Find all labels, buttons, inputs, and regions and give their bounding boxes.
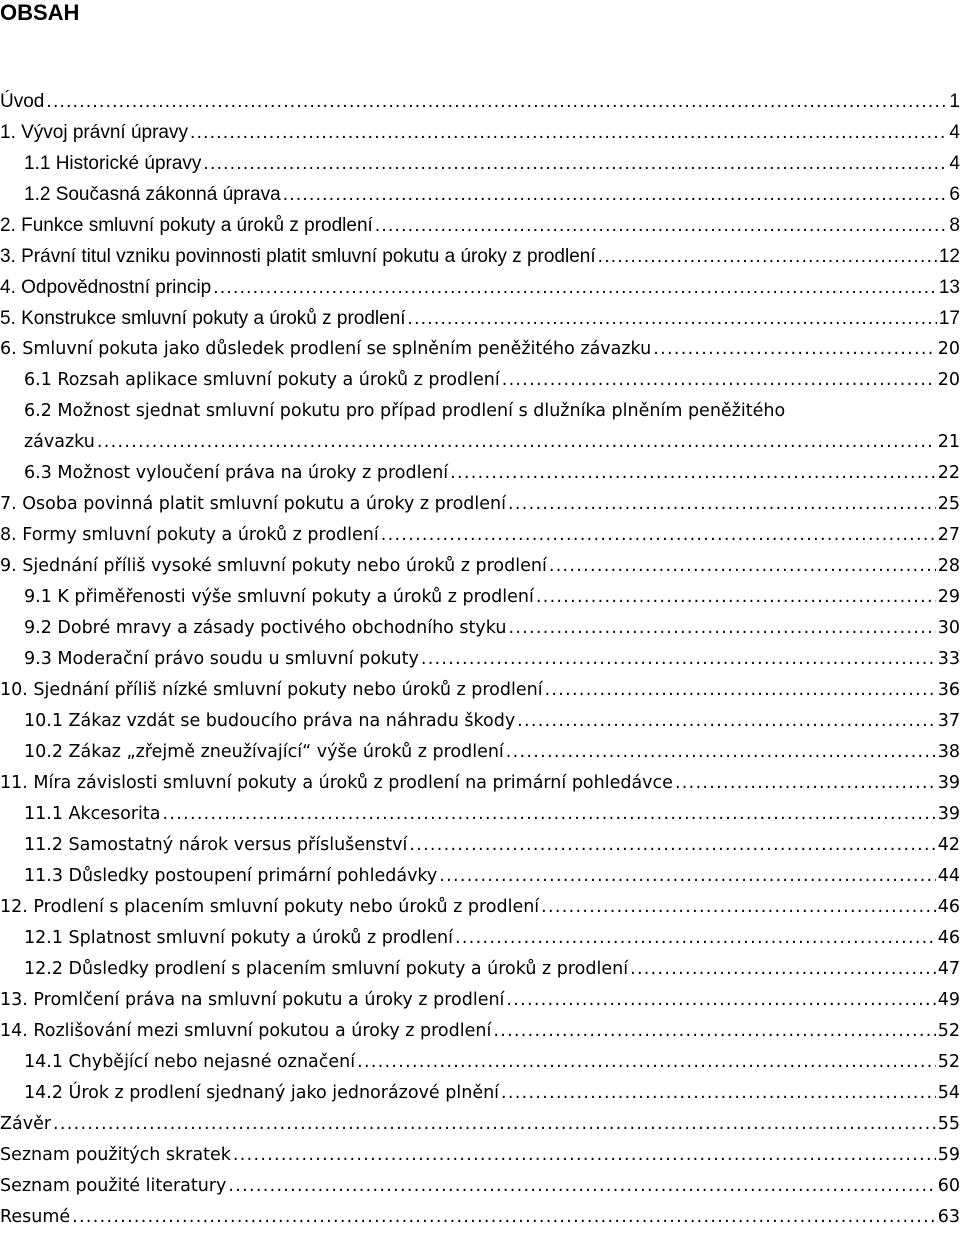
toc-entry-label: 4. Odpovědnostní princip (0, 277, 212, 298)
toc-entry-page-number: 13 (938, 277, 960, 298)
toc-entry-line (24, 148, 960, 179)
toc-entry[interactable] (0, 117, 960, 148)
toc-entry-line (24, 613, 960, 644)
toc-entry[interactable] (0, 1171, 960, 1202)
toc-entry-line (24, 799, 960, 830)
dot-leader (203, 148, 947, 179)
toc-entry-line (24, 427, 960, 458)
toc-entry-label: 11.2 Samostatný nárok versus příslušenství (24, 835, 408, 855)
dot-leader (653, 334, 935, 365)
toc-entry[interactable] (0, 861, 960, 892)
toc-entry[interactable] (0, 1047, 960, 1078)
toc-entry-label: 8. Formy smluvní pokuty a úroků z prodlení (0, 525, 379, 545)
toc-entry-page-number: 46 (937, 897, 960, 917)
toc-entry[interactable] (0, 768, 960, 799)
toc-entry-label: Resumé (0, 1207, 71, 1227)
toc-entry[interactable] (0, 830, 960, 861)
toc-entry-line (0, 892, 960, 923)
toc-entry-label: 10.1 Zákaz vzdát se budoucího práva na náhradu škody (24, 711, 516, 731)
toc-entry-label: 10.2 Zákaz „zřejmě zneužívající“ výše úroků z prodlení (24, 742, 504, 762)
dot-leader (97, 427, 936, 458)
toc-entry[interactable] (0, 520, 960, 551)
toc-entry[interactable] (0, 923, 960, 954)
toc-entry[interactable] (0, 737, 960, 768)
toc-entry-page-number: 36 (937, 680, 960, 700)
toc-entry[interactable] (0, 86, 960, 117)
dot-leader (517, 706, 936, 737)
toc-entry[interactable] (0, 799, 960, 830)
toc-entry-label: 7. Osoba povinná platit smluvní pokutu a úroky z prodlení (0, 494, 506, 514)
toc-entry[interactable] (0, 148, 960, 179)
dot-leader (72, 1202, 936, 1233)
toc-entry-label: 3. Právní titul vzniku povinnosti platit smluvní pokutu a úroky z prodlení (0, 246, 596, 267)
toc-entry-label-continued: závazku (24, 432, 95, 452)
toc-entry-line (0, 117, 960, 148)
dot-leader (357, 1047, 936, 1078)
toc-entry-line (0, 1202, 960, 1233)
toc-entry-line (0, 520, 960, 551)
toc-entry-label: 6.1 Rozsah aplikace smluvní pokuty a úroků z prodlení (24, 370, 500, 390)
dot-leader (375, 210, 948, 241)
toc-entry[interactable] (0, 1016, 960, 1047)
dot-leader (536, 582, 936, 613)
toc-entry[interactable] (0, 1140, 960, 1171)
toc-entry-line (24, 582, 960, 613)
toc-entry[interactable] (0, 241, 960, 272)
toc-entry-page-number: 17 (938, 308, 960, 329)
toc-entry-line (0, 985, 960, 1016)
toc-entry-label: 14.2 Úrok z prodlení sjednaný jako jednorázové plnění (24, 1083, 500, 1103)
toc-entry-label: 9.2 Dobré mravy a zásady poctivého obchodního styku (24, 618, 507, 638)
dot-leader (506, 985, 935, 1016)
toc-entry-page-number: 4 (949, 122, 960, 143)
toc-entry[interactable] (0, 1078, 960, 1109)
toc-entry[interactable] (0, 892, 960, 923)
toc-entry-page-number: 8 (949, 215, 960, 236)
toc-entry[interactable] (0, 582, 960, 613)
toc-entry-line (24, 954, 960, 985)
toc-entry-line (24, 1078, 960, 1109)
toc-entry-label: 1.1 Historické úpravy (24, 153, 202, 174)
toc-entry-label: 9.1 K přiměřenosti výše smluvní pokuty a úroků z prodlení (24, 587, 534, 607)
dot-leader (233, 1140, 936, 1171)
toc-entry[interactable] (0, 210, 960, 241)
toc-entry-line (0, 1171, 960, 1202)
toc-entry-line (24, 458, 960, 489)
dot-leader (508, 613, 935, 644)
dot-leader (502, 365, 936, 396)
toc-entry-page-number: 54 (937, 1083, 960, 1103)
dot-leader (506, 737, 936, 768)
toc-entry-page-number: 28 (937, 556, 960, 576)
toc-entry-line (24, 861, 960, 892)
toc-entry-line (0, 1109, 960, 1140)
toc-entry-page-number: 33 (937, 649, 960, 669)
toc-entry-label: 5. Konstrukce smluvní pokuty a úroků z prodlení (0, 308, 406, 329)
toc-entry[interactable] (0, 179, 960, 210)
toc-entry[interactable] (0, 613, 960, 644)
toc-entry-label: 1.2 Současná zákonná úprava (24, 184, 281, 205)
toc-entry-line (0, 334, 960, 365)
toc-entry-page-number: 39 (937, 804, 960, 824)
toc-entry-label: 9.3 Moderační právo soudu u smluvní pokuty (24, 649, 419, 669)
toc-entry-label: Závěr (0, 1114, 52, 1134)
dot-leader (408, 303, 937, 334)
dot-leader (439, 861, 935, 892)
toc-entry-page-number: 25 (937, 494, 960, 514)
dot-leader (190, 117, 947, 148)
toc-entry[interactable] (0, 1202, 960, 1233)
table-of-contents (0, 86, 960, 1233)
toc-entry[interactable] (0, 551, 960, 582)
toc-entry-label: 13. Promlčení práva na smluvní pokutu a úroky z prodlení (0, 990, 505, 1010)
toc-entry[interactable] (0, 489, 960, 520)
dot-leader (508, 489, 936, 520)
toc-entry-line (0, 272, 960, 303)
toc-entry-page-number: 30 (937, 618, 960, 638)
toc-entry-label: 11. Míra závislosti smluvní pokuty a úroků z prodlení na primární pohledávce (0, 773, 673, 793)
toc-entry-line (0, 1016, 960, 1047)
dot-leader (409, 830, 935, 861)
toc-entry-label: 10. Sjednání příliš nízké smluvní pokuty nebo úroků z prodlení (0, 680, 543, 700)
toc-entry-page-number: 52 (937, 1052, 960, 1072)
toc-entry-line (0, 86, 960, 117)
toc-entry-page-number: 42 (937, 835, 960, 855)
toc-entry-label: 6.2 Možnost sjednat smluvní pokutu pro případ prodlení s dlužníka plněním peněžitého (24, 401, 786, 421)
toc-entry-label: Úvod (0, 91, 45, 112)
toc-entry-page-number: 39 (937, 773, 960, 793)
toc-entry-line (24, 179, 960, 210)
toc-entry[interactable] (0, 396, 960, 458)
toc-entry-label: 14. Rozlišování mezi smluvní pokutou a úroky z prodlení (0, 1021, 492, 1041)
toc-entry-line (24, 737, 960, 768)
toc-entry-line (0, 1140, 960, 1171)
dot-leader (46, 86, 947, 117)
dot-leader (163, 799, 936, 830)
dot-leader (549, 551, 936, 582)
toc-entry-label: Seznam použité literatury (0, 1176, 227, 1196)
dot-leader (501, 1078, 936, 1109)
toc-heading: OBSAH (0, 0, 80, 25)
toc-entry[interactable] (0, 272, 960, 303)
toc-entry-label: 12. Prodlení s placením smluvní pokuty nebo úroků z prodlení (0, 897, 540, 917)
dot-leader (450, 458, 936, 489)
toc-entry-page-number: 4 (949, 153, 960, 174)
toc-entry[interactable] (0, 458, 960, 489)
toc-entry-page-number: 38 (937, 742, 960, 762)
toc-entry[interactable] (0, 644, 960, 675)
toc-entry-page-number: 20 (937, 370, 960, 390)
toc-entry-page-number: 59 (937, 1145, 960, 1165)
toc-entry-label: 11.1 Akcesorita (24, 804, 161, 824)
toc-entry-label: 9. Sjednání příliš vysoké smluvní pokuty nebo úroků z prodlení (0, 556, 547, 576)
toc-entry-page-number: 27 (937, 525, 960, 545)
toc-entry[interactable] (0, 985, 960, 1016)
toc-entry-label: 2. Funkce smluvní pokuty a úroků z prodlení (0, 215, 373, 236)
toc-entry-page-number: 63 (937, 1207, 960, 1227)
toc-entry[interactable] (0, 1109, 960, 1140)
dot-leader (283, 179, 948, 210)
toc-entry-line (0, 768, 960, 799)
toc-entry-label: 14.1 Chybějící nebo nejasné označení (24, 1052, 356, 1072)
dot-leader (675, 768, 936, 799)
toc-entry[interactable] (0, 954, 960, 985)
dot-leader (545, 675, 936, 706)
toc-entry-page-number: 21 (937, 432, 960, 452)
toc-entry-label: 11.3 Důsledky postoupení primární pohledávky (24, 866, 438, 886)
dot-leader (541, 892, 936, 923)
toc-entry[interactable] (0, 675, 960, 706)
toc-entry-page-number: 49 (937, 990, 960, 1010)
toc-entry-line (24, 706, 960, 737)
toc-entry-page-number: 22 (937, 463, 960, 483)
toc-entry-label: Seznam použitých skratek (0, 1145, 231, 1165)
toc-entry-line (24, 365, 960, 396)
toc-entry-line (24, 1047, 960, 1078)
toc-entry-line (24, 830, 960, 861)
toc-entry-page-number: 55 (937, 1114, 960, 1134)
dot-leader (421, 644, 936, 675)
toc-entry-line (24, 644, 960, 675)
toc-entry-label: 6.3 Možnost vyloučení práva na úroky z prodlení (24, 463, 449, 483)
toc-entry-label: 6. Smluvní pokuta jako důsledek prodlení se splněním peněžitého závazku (0, 339, 652, 359)
toc-entry-line (0, 210, 960, 241)
dot-leader (228, 1171, 935, 1202)
toc-entry-page-number: 12 (938, 246, 960, 267)
dot-leader (598, 241, 937, 272)
dot-leader (630, 954, 936, 985)
toc-entry-page-number: 44 (937, 866, 960, 886)
toc-entry-page-number: 20 (937, 339, 960, 359)
toc-entry[interactable] (0, 334, 960, 365)
toc-entry-page-number: 29 (937, 587, 960, 607)
toc-entry-page-number: 46 (937, 928, 960, 948)
toc-entry-label: 1. Vývoj právní úpravy (0, 122, 188, 143)
toc-entry[interactable] (0, 706, 960, 737)
dot-leader (381, 520, 936, 551)
toc-entry[interactable] (0, 303, 960, 334)
toc-entry-page-number: 60 (937, 1176, 960, 1196)
toc-entry-line (0, 303, 960, 334)
dot-leader (213, 272, 937, 303)
toc-entry-label: 12.1 Splatnost smluvní pokuty a úroků z prodlení (24, 928, 454, 948)
toc-entry-line (24, 923, 960, 954)
toc-entry-line (0, 241, 960, 272)
toc-entry-line (0, 489, 960, 520)
dot-leader (455, 923, 936, 954)
toc-entry-page-number: 1 (949, 91, 960, 112)
dot-leader (53, 1109, 936, 1140)
toc-entry-page-number: 52 (937, 1021, 960, 1041)
toc-entry-page-number: 47 (937, 959, 960, 979)
dot-leader (493, 1016, 935, 1047)
toc-entry[interactable] (0, 365, 960, 396)
toc-entry-label: 12.2 Důsledky prodlení s placením smluvní pokuty a úroků z prodlení (24, 959, 629, 979)
toc-entry-line (0, 675, 960, 706)
toc-entry-page-number: 37 (937, 711, 960, 731)
toc-entry-page-number: 6 (949, 184, 960, 205)
toc-entry-line (0, 551, 960, 582)
